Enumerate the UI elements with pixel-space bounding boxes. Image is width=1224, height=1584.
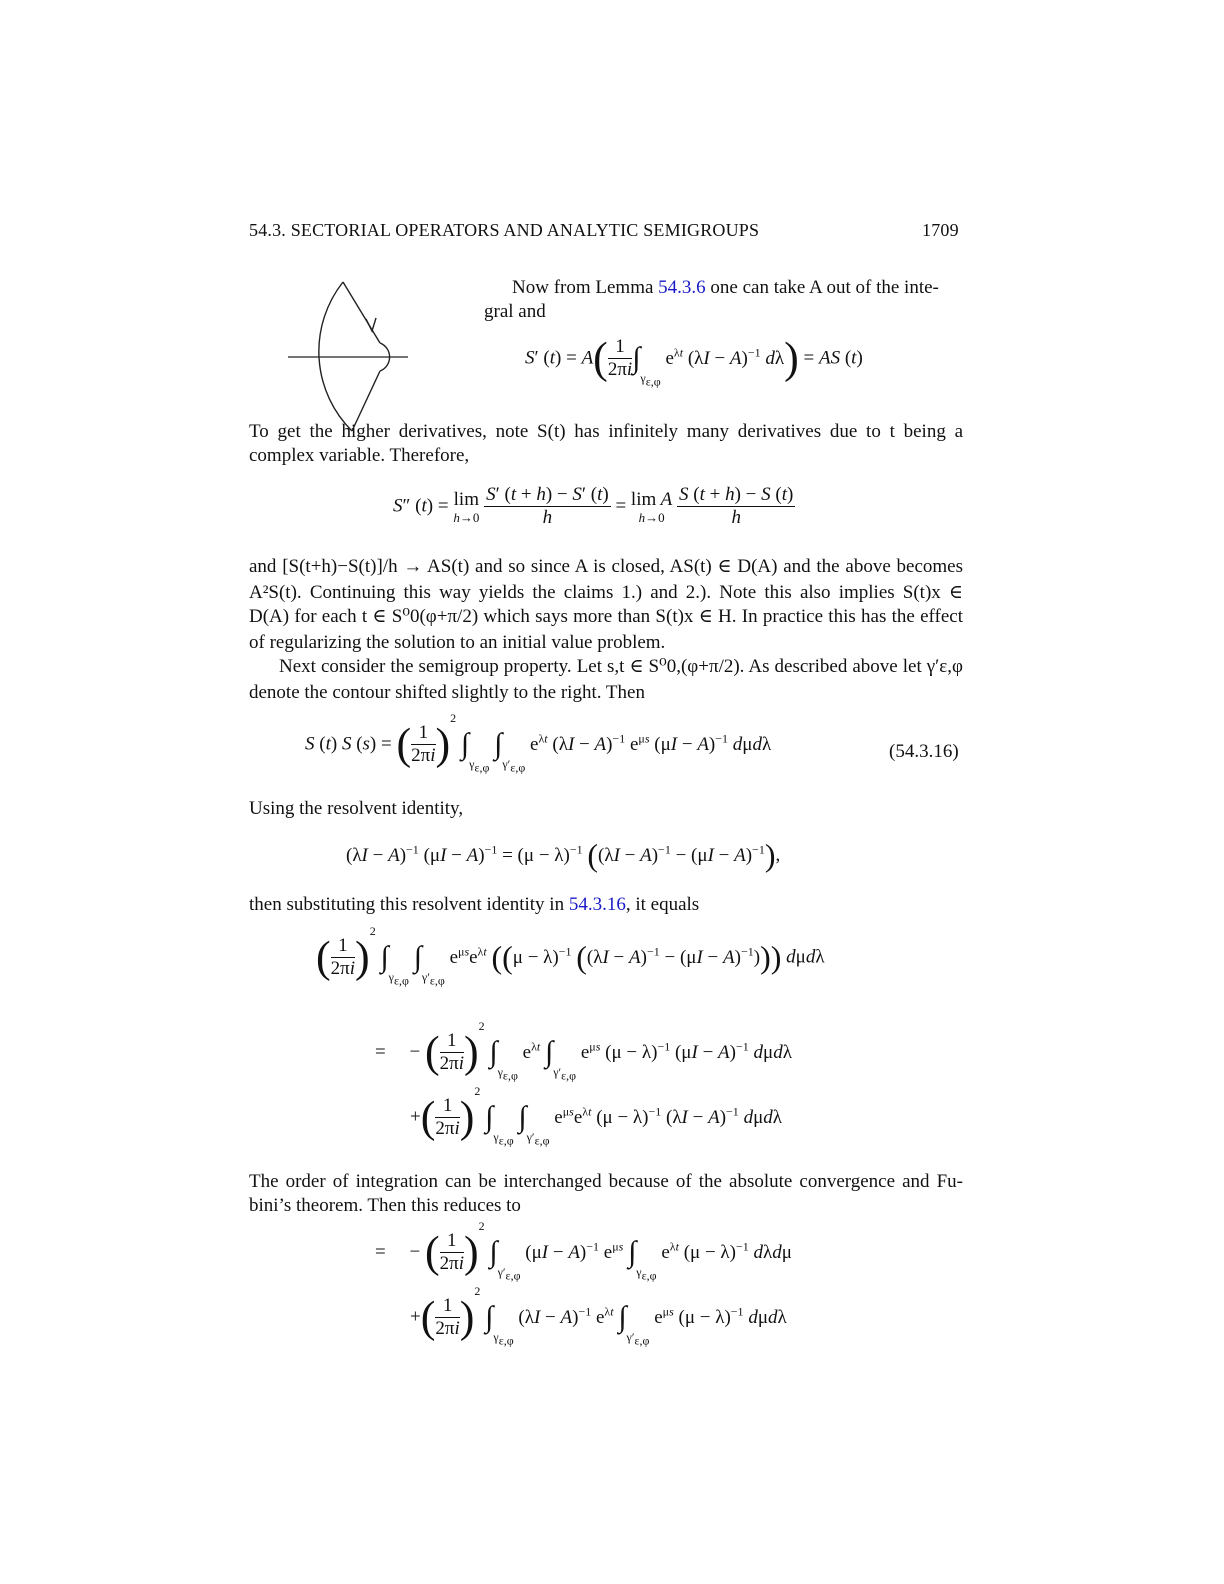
para3-line4: of regularizing the solution to an initial value problem. — [249, 632, 666, 653]
contour-upper-ray — [343, 282, 380, 343]
para3-line2: A²S(t). Continuing this way yields the claims 1.) and 2.). Note this also implies S(t)x ∈ — [249, 582, 963, 603]
equation-split-line1: = − ( $\frac{1}{2\pi i}$ )$^2$ $\int_{\gamma_{\varepsilon,\varphi}}$ $e^{\lambda t}$ $\int_{\gamma'_{\varepsilon,\varphi}}$ $e^{\mu s}$ $(\mu - \lambda)^{-1}$ $(\mu I - A)^{-1}$ dμdλ — [375, 1018, 792, 1083]
arrow-icon — [366, 318, 376, 331]
equation-second-derivative: S″ (t) = lim h→0 $\frac{S' (t + h) - S' (t)}{h}$ = lim A h→0 $\frac{S (t + h) - S (t)}{h}$ — [393, 484, 794, 528]
equation-resolvent-identity: $(\lambda I - A)^{-1}$ $(\mu I - A)^{-1} = (\mu - \lambda)^{-1}$ $((\lambda I - A)^{-1} - (\mu I - A)^{-1})$, — [346, 837, 781, 873]
page-number: 1709 — [922, 220, 959, 240]
equation-substituted: ( $\frac{1}{2\pi i}$ )$^2$ $\int_{\gamma_{\varepsilon,\varphi}}$ $\int_{\gamma'_{\varepsilon,\varphi}}$ $e^{\mu s}e^{\lambda t}$ ($(\mu - \lambda)^{-1}$ $((\lambda I - A)^{-1} - (\mu I - A)^{-1})$)) dμdλ — [316, 923, 825, 988]
equation-link[interactable]: 54.3.16 — [568, 894, 626, 915]
para6: then substituting this resolvent identity in 54.3.16, it equals — [249, 894, 700, 915]
equation-interchanged-line1: = − ( $\frac{1}{2\pi i}$ )$^2$ $\int_{\gamma'_{\varepsilon,\varphi}}$ $(\mu I - A)^{-1}$ $e^{\mu s}$ $\int_{\gamma_{\varepsilon,\varphi}}$ $e^{\lambda t}$ $(\mu - \lambda)^{-1}$ dλdμ — [375, 1218, 792, 1283]
para2-line1: To get the higher derivatives, note S(t) has infinitely many derivatives due to t being a — [249, 421, 963, 442]
para3-line3: D(A) for each t ∈ S⁰0(φ+π/2) which says more than S(t)x ∈ H. In practice this has the effect — [249, 606, 963, 627]
para3-line1: and [S(t+h)−S(t)]/h → AS(t) and so since A is closed, AS(t) ∈ D(A) and the above becomes — [249, 556, 963, 577]
para5: Using the resolvent identity, — [249, 798, 464, 819]
equation-interchanged-line2: +( $\frac{1}{2\pi i}$ )$^2$ $\int_{\gamma_{\varepsilon,\varphi}}$ $(\lambda I - A)^{-1}$ $e^{\lambda t}$ $\int_{\gamma'_{\varepsilon,\varphi}}$ $e^{\mu s}$ $(\mu - \lambda)^{-1}$ dμdλ — [410, 1283, 787, 1348]
para7-line1: The order of integration can be interchanged because of the absolute convergence and Fu- — [249, 1171, 963, 1192]
lemma-link[interactable]: 54.3.6 — [658, 277, 706, 298]
contour-diagram — [280, 275, 420, 440]
equation-semigroup-product: S (t) S (s) = ( $\frac{1}{2\pi i}$ )$^2$ $\int_{\gamma_{\varepsilon,\varphi}}$ $\int_{\gamma'_{\varepsilon,\varphi}}$ $e^{\lambda t}$ $(\lambda I - A)^{-1}$ $e^{\mu s}$ $(\mu I - A)^{-1}$ dμdλ — [305, 710, 772, 775]
para4-line1: Next consider the semigroup property. Let s,t ∈ S⁰0,(φ+π/2). As described above let γ′ε,φ — [279, 656, 963, 677]
para7-line2: bini’s theorem. Then this reduces to — [249, 1195, 521, 1216]
para4-line2: denote the contour shifted slightly to the right. Then — [249, 682, 645, 703]
equation-number: (54.3.16) — [889, 741, 959, 762]
equation-first-derivative: S′ (t) = A( $\frac{1}{2\pi i}$ $\int_{\gamma_{\varepsilon,\varphi}}$ $e^{\lambda t}$ $(\lambda I - A)^{-1}$ dλ) = AS (t) — [525, 333, 863, 389]
para1-line2: gral and — [484, 301, 546, 322]
para1-line1: Now from Lemma 54.3.6 one can take A out of the inte- — [512, 277, 939, 298]
para2-line2: complex variable. Therefore, — [249, 445, 470, 466]
running-header: 54.3. SECTORIAL OPERATORS AND ANALYTIC SEMIGROUPS — [249, 220, 760, 240]
equation-split-line2: +( $\frac{1}{2\pi i}$ )$^2$ $\int_{\gamma_{\varepsilon,\varphi}}$ $\int_{\gamma'_{\varepsilon,\varphi}}$ $e^{\mu s}e^{\lambda t}$ $(\mu - \lambda)^{-1}$ $(\lambda I - A)^{-1}$ dμdλ — [410, 1083, 782, 1148]
